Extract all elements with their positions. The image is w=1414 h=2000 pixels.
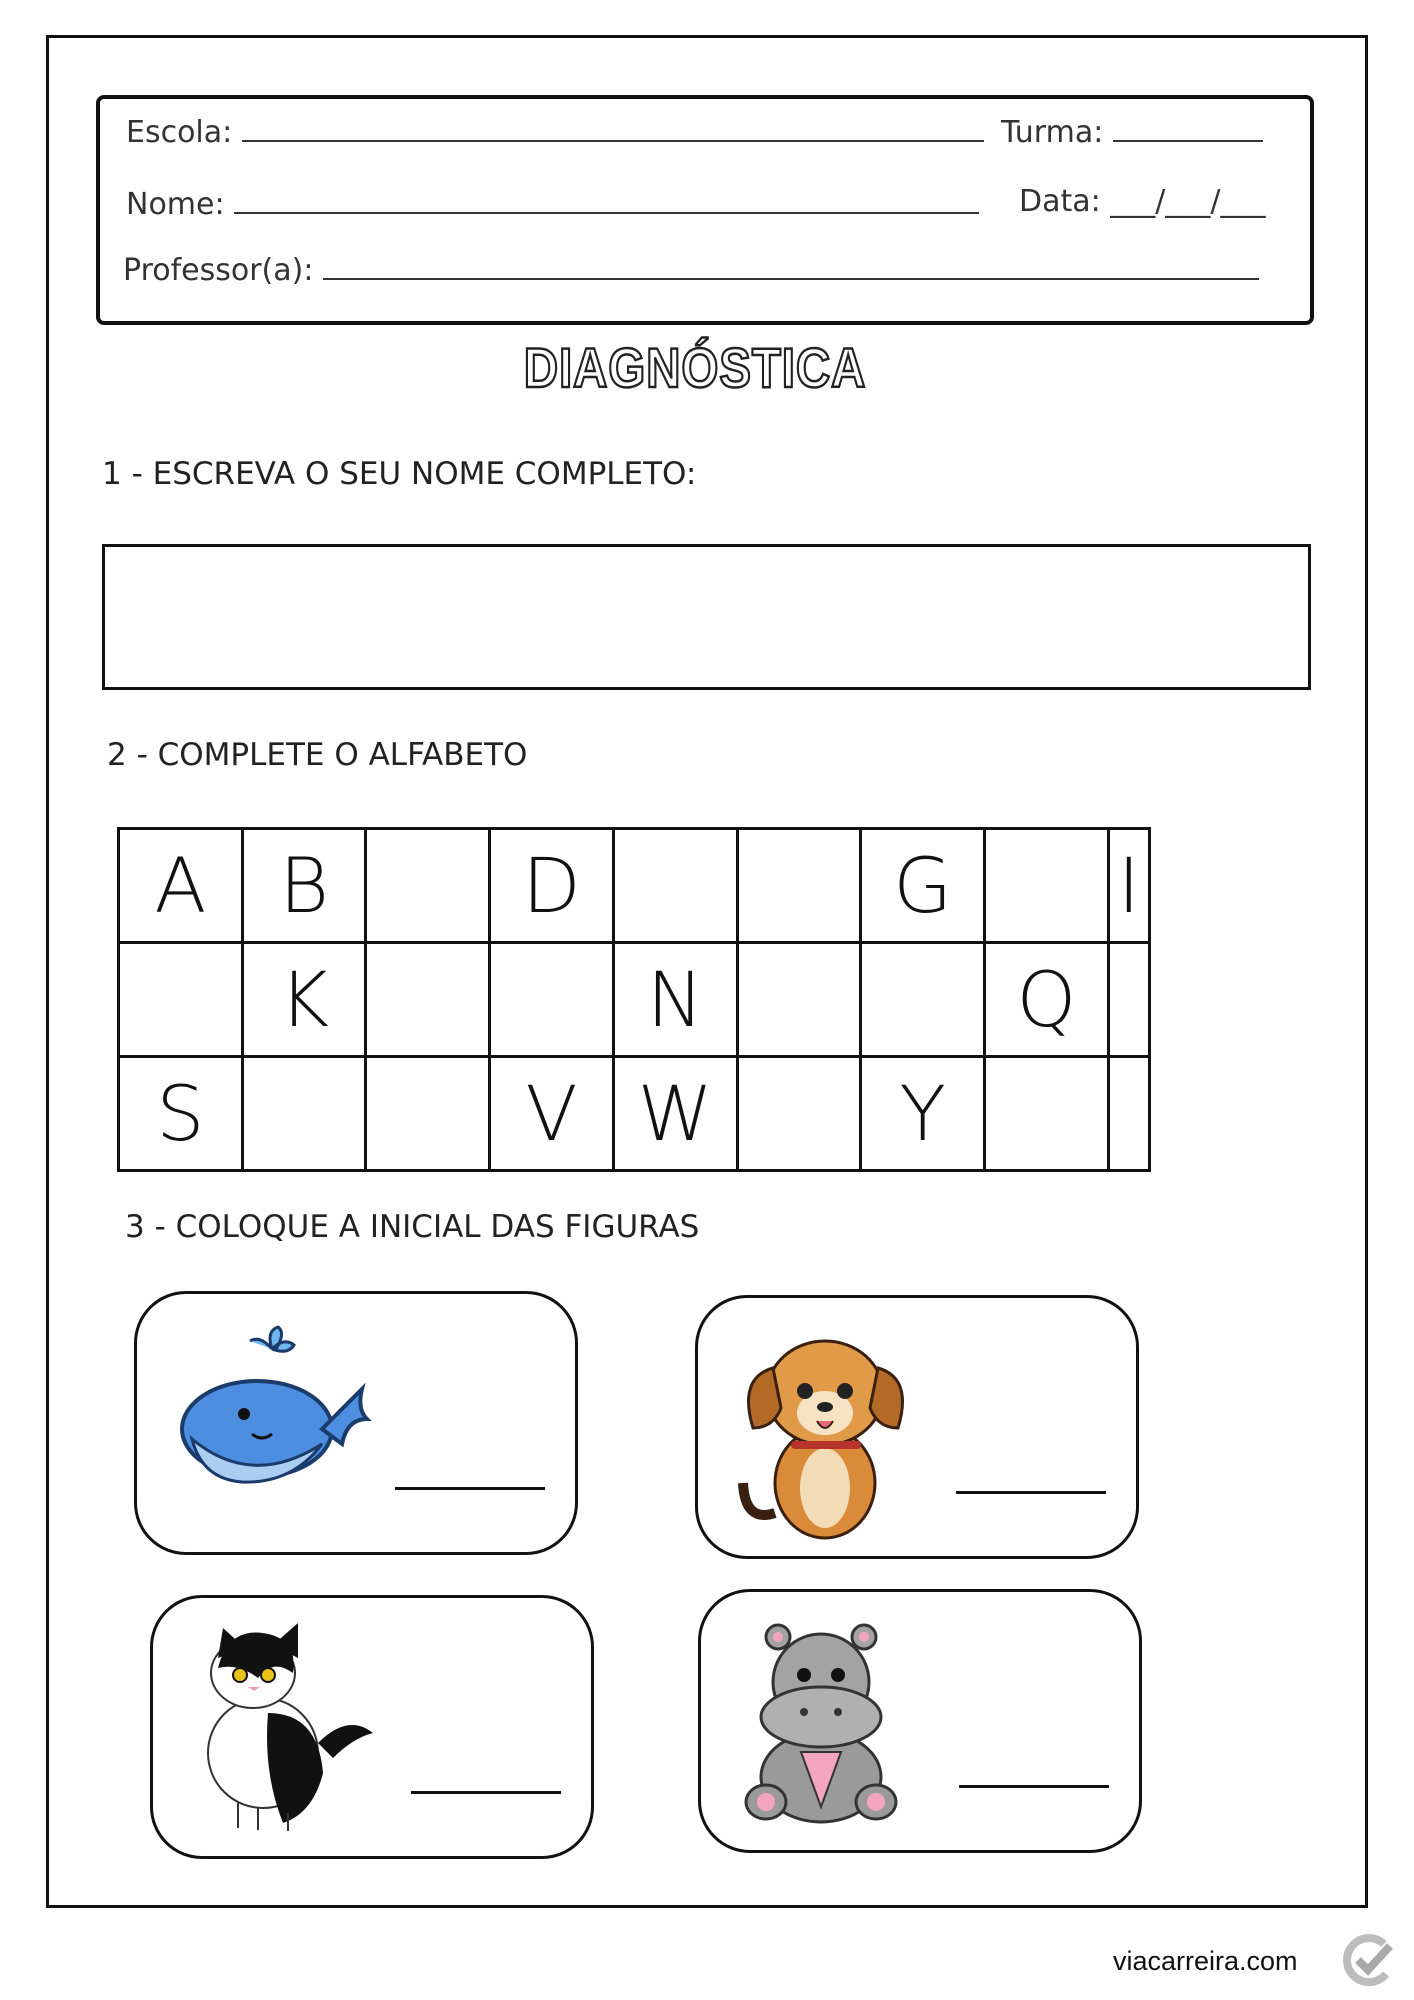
figure-card-whale bbox=[134, 1291, 578, 1555]
question-3: 3 - COLOQUE A INICIAL DAS FIGURAS bbox=[125, 1209, 700, 1245]
alphabet-row bbox=[119, 943, 1150, 1057]
answer-line[interactable] bbox=[395, 1487, 545, 1490]
alphabet-cell-letter: V bbox=[490, 1057, 614, 1171]
alphabet-cell-blank[interactable] bbox=[737, 829, 861, 943]
figure-card-cat bbox=[150, 1595, 594, 1859]
alphabet-cell-blank[interactable] bbox=[366, 943, 490, 1057]
alphabet-cell-blank[interactable] bbox=[737, 943, 861, 1057]
alphabet-cell-letter: Q bbox=[985, 943, 1109, 1057]
whale-icon bbox=[172, 1319, 372, 1499]
alphabet-cell-letter: K bbox=[242, 943, 366, 1057]
alphabet-cell-letter: Y bbox=[861, 1057, 985, 1171]
alphabet-cell-letter: G bbox=[861, 829, 985, 943]
data-label: Data: bbox=[1019, 184, 1101, 219]
escola-label: Escola: bbox=[126, 115, 233, 150]
answer-line[interactable] bbox=[956, 1491, 1106, 1494]
figure-card-dog bbox=[695, 1295, 1139, 1559]
full-name-input-box[interactable] bbox=[102, 544, 1311, 690]
checkmark-logo-icon bbox=[1340, 1932, 1396, 1988]
page-title: DIAGNÓSTICA bbox=[523, 336, 867, 399]
alphabet-cell-blank[interactable] bbox=[613, 829, 737, 943]
question-1: 1 - ESCREVA O SEU NOME COMPLETO: bbox=[102, 456, 697, 492]
nome-field[interactable] bbox=[126, 186, 979, 222]
alphabet-cell-letter: I bbox=[1108, 829, 1149, 943]
alphabet-cell-letter: S bbox=[119, 1057, 243, 1171]
alphabet-cell-blank[interactable] bbox=[737, 1057, 861, 1171]
data-field[interactable] bbox=[1019, 184, 1266, 219]
figure-card-hippo bbox=[698, 1589, 1142, 1853]
question-2: 2 - COMPLETE O ALFABETO bbox=[107, 737, 528, 773]
footer-site: viacarreira.com bbox=[1113, 1946, 1298, 1976]
alphabet-cell-blank[interactable] bbox=[861, 943, 985, 1057]
professor-field[interactable] bbox=[123, 252, 1259, 288]
alphabet-cell-blank[interactable] bbox=[490, 943, 614, 1057]
nome-label: Nome: bbox=[126, 187, 225, 222]
turma-field[interactable] bbox=[1001, 114, 1263, 150]
turma-label: Turma: bbox=[1001, 115, 1104, 150]
alphabet-cell-blank[interactable] bbox=[119, 943, 243, 1057]
hippo-icon bbox=[736, 1617, 906, 1827]
cat-icon bbox=[188, 1623, 378, 1833]
answer-line[interactable] bbox=[411, 1791, 561, 1794]
alphabet-cell-blank[interactable] bbox=[366, 1057, 490, 1171]
alphabet-cell-blank[interactable] bbox=[242, 1057, 366, 1171]
alphabet-cell-blank[interactable] bbox=[985, 829, 1109, 943]
alphabet-cell-letter: D bbox=[490, 829, 614, 943]
alphabet-grid bbox=[117, 827, 1151, 1172]
alphabet-cell-blank[interactable] bbox=[366, 829, 490, 943]
alphabet-row bbox=[119, 829, 1150, 943]
escola-field[interactable] bbox=[126, 114, 984, 150]
answer-line[interactable] bbox=[959, 1785, 1109, 1788]
alphabet-cell-letter: W bbox=[613, 1057, 737, 1171]
professor-label: Professor(a): bbox=[123, 253, 314, 288]
data-value: ___/___/___ bbox=[1110, 184, 1266, 219]
alphabet-cell-blank[interactable] bbox=[1108, 943, 1149, 1057]
alphabet-cell-letter: A bbox=[119, 829, 243, 943]
alphabet-row bbox=[119, 1057, 1150, 1171]
alphabet-cell-blank[interactable] bbox=[985, 1057, 1109, 1171]
alphabet-cell-letter: B bbox=[242, 829, 366, 943]
dog-icon bbox=[733, 1323, 923, 1548]
alphabet-cell-blank[interactable] bbox=[1108, 1057, 1149, 1171]
alphabet-cell-letter: N bbox=[613, 943, 737, 1057]
